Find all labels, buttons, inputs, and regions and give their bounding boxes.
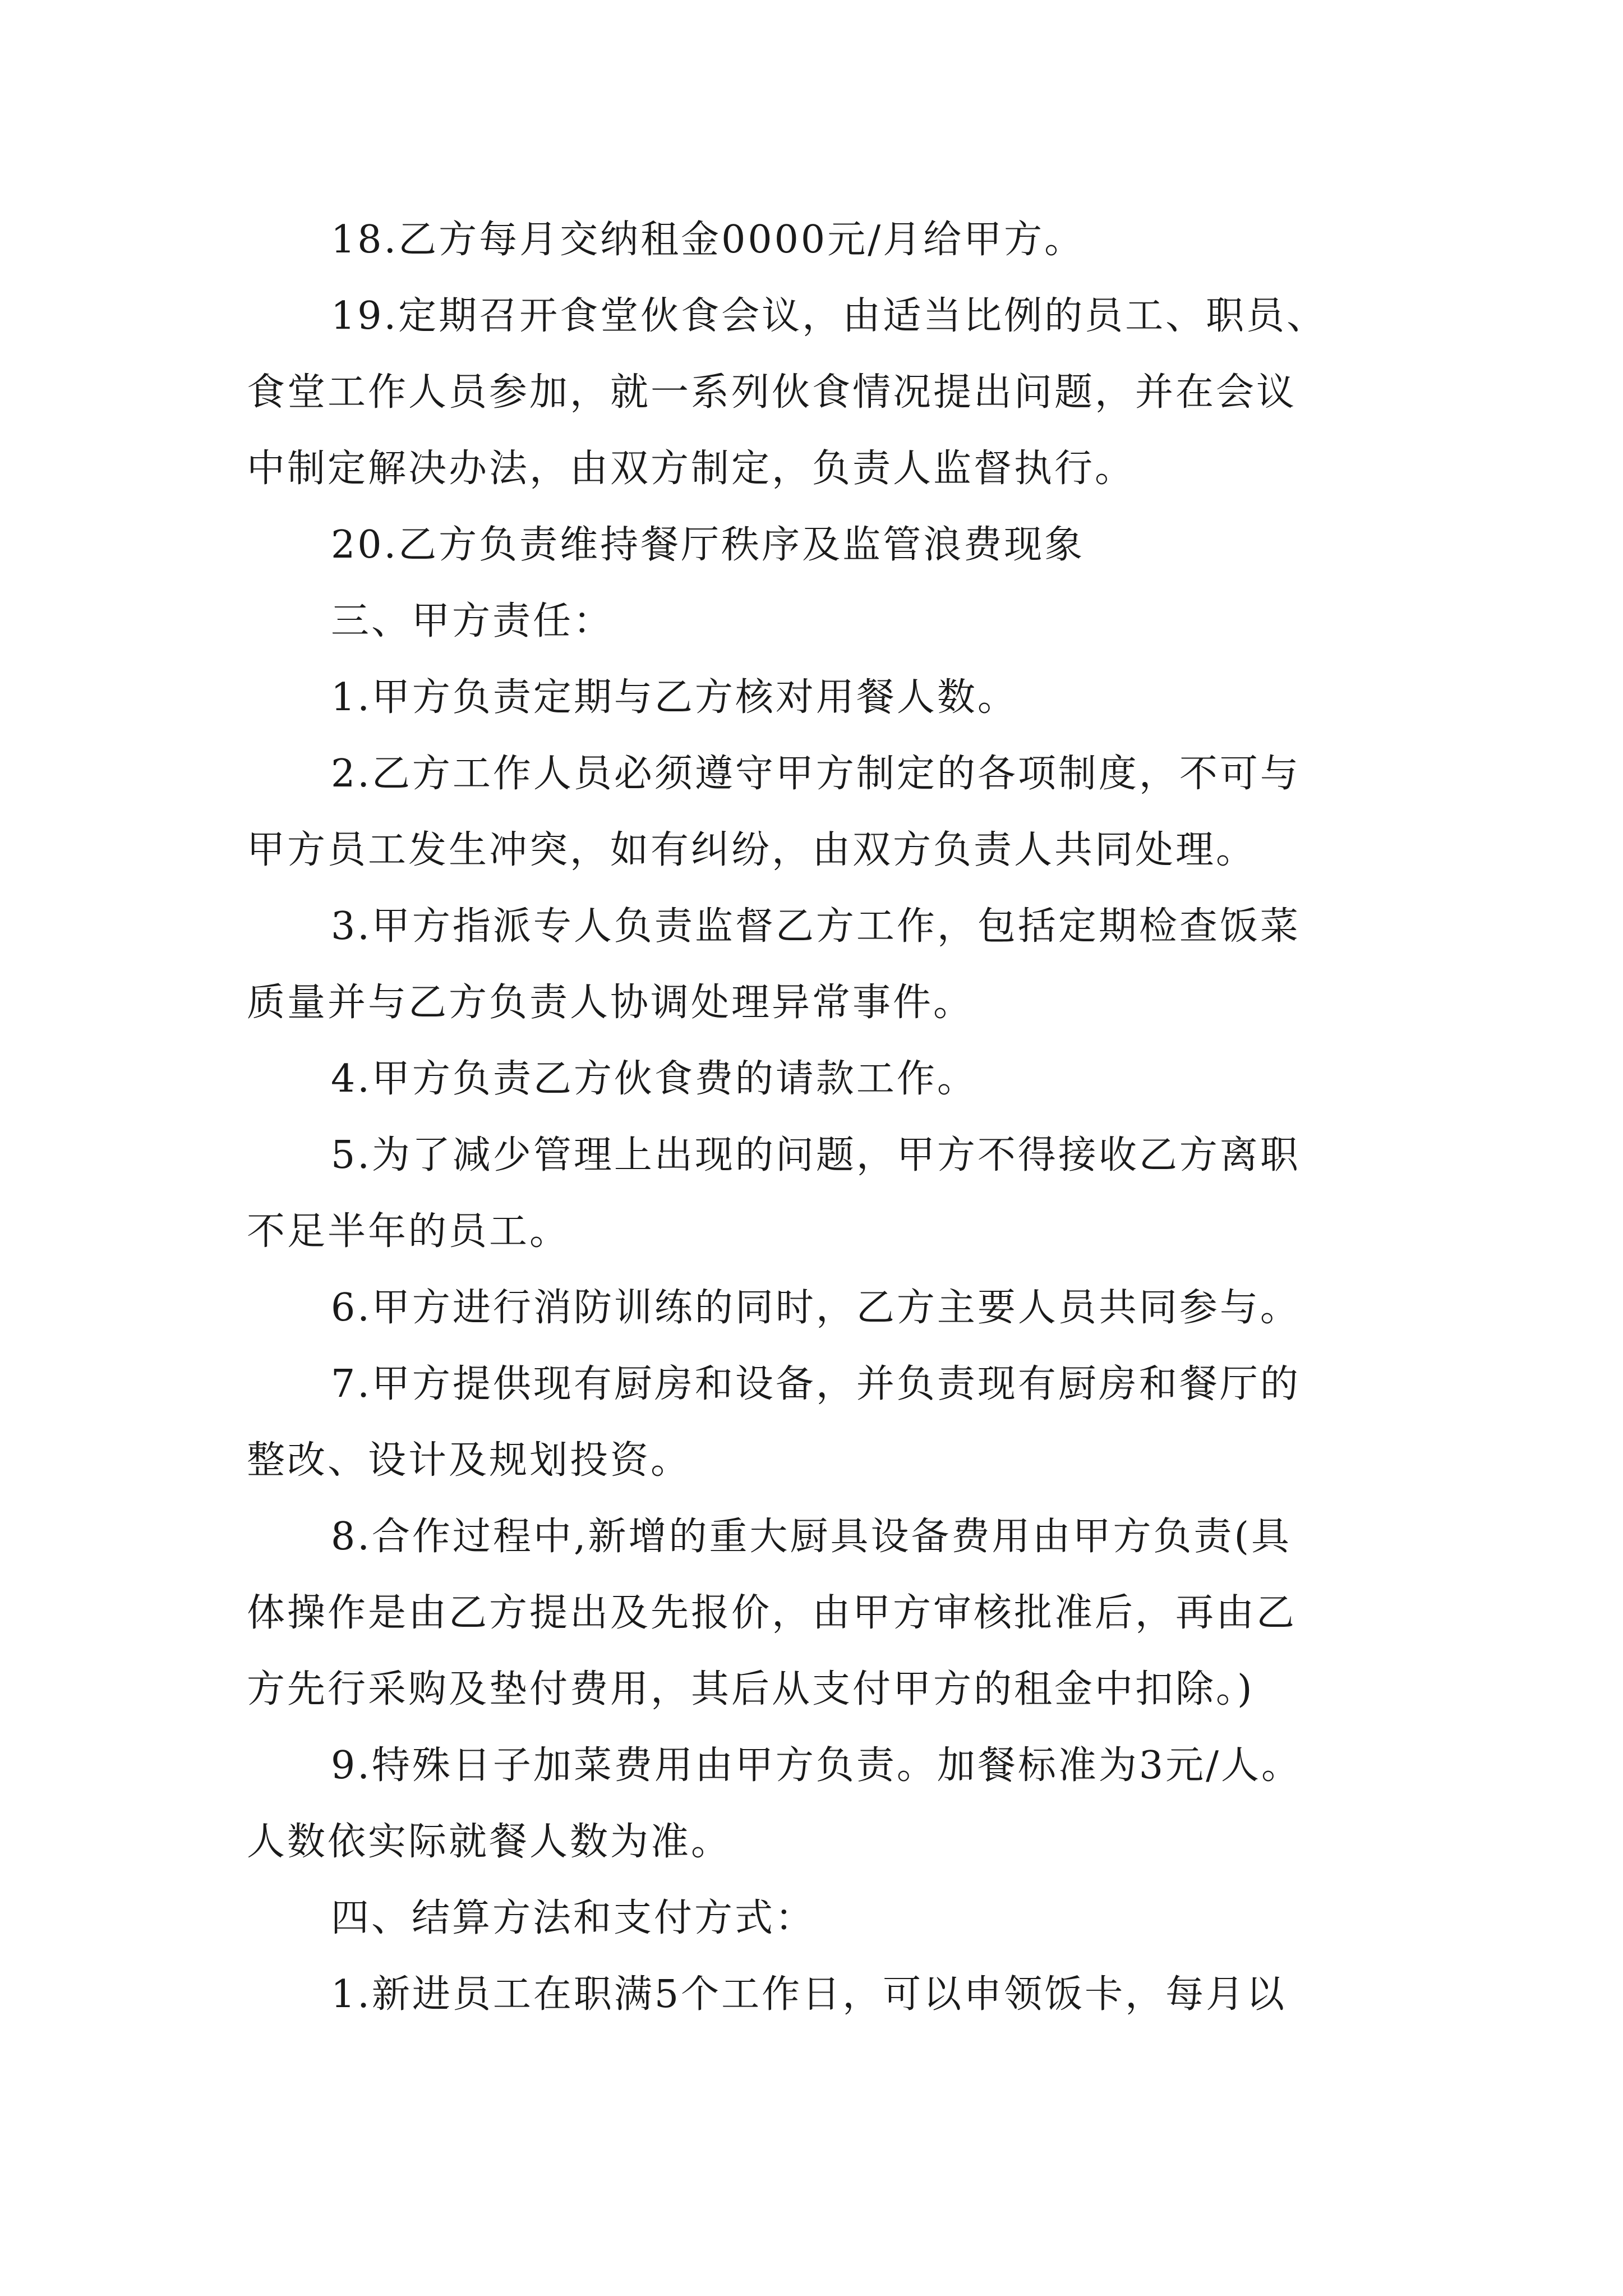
text-line: 1.新进员工在职满5个工作日，可以申领饭卡，每月以 — [331, 1972, 1287, 2017]
text-line: 1.甲方负责定期与乙方核对用餐人数。 — [331, 675, 1018, 720]
section-heading: 四、结算方法和支付方式： — [331, 1896, 816, 1940]
text-line: 9.特殊日子加菜费用由甲方负责。加餐标准为3元/人。 — [331, 1743, 1302, 1788]
text-line: 5.为了减少管理上出现的问题，甲方不得接收乙方离职 — [331, 1133, 1301, 1177]
text-line: 2.乙方工作人员必须遵守甲方制定的各项制度，不可与 — [331, 752, 1301, 796]
text-line: 8.合作过程中,新增的重大厨具设备费用由甲方负责(具 — [331, 1515, 1292, 1559]
text-line: 中制定解决办法，由双方制定，负责人监督执行。 — [247, 447, 1136, 491]
text-line: 7.甲方提供现有厨房和设备，并负责现有厨房和餐厅的 — [331, 1362, 1301, 1406]
text-line: 20.乙方负责维持餐厅秩序及监管浪费现象 — [331, 523, 1085, 567]
text-line: 体操作是由乙方提出及先报价，由甲方审核批准后，再由乙 — [247, 1591, 1297, 1635]
text-line: 3.甲方指派专人负责监督乙方工作，包括定期检查饭菜 — [331, 904, 1301, 949]
document-body — [247, 202, 1391, 2033]
text-line: 食堂工作人员参加，就一系列伙食情况提出问题，并在会议 — [247, 370, 1297, 415]
section-heading: 三、甲方责任： — [331, 599, 614, 643]
text-line: 4.甲方负责乙方伙食费的请款工作。 — [331, 1057, 978, 1101]
text-line: 19.定期召开食堂伙食会议，由适当比例的员工、职员、 — [331, 294, 1327, 338]
text-line: 质量并与乙方负责人协调处理异常事件。 — [247, 981, 974, 1025]
text-line: 方先行采购及垫付费用，其后从支付甲方的租金中扣除。) — [247, 1667, 1255, 1711]
text-line: 人数依实际就餐人数为准。 — [247, 1820, 732, 1864]
text-line: 6.甲方进行消防训练的同时，乙方主要人员共同参与。 — [331, 1286, 1301, 1330]
text-line: 整改、设计及规划投资。 — [247, 1438, 691, 1483]
text-line: 不足半年的员工。 — [247, 1209, 570, 1254]
text-line: 甲方员工发生冲突，如有纠纷，由双方负责人共同处理。 — [247, 828, 1257, 872]
text-line: 18.乙方每月交纳租金0000元/月给甲方。 — [331, 218, 1085, 262]
